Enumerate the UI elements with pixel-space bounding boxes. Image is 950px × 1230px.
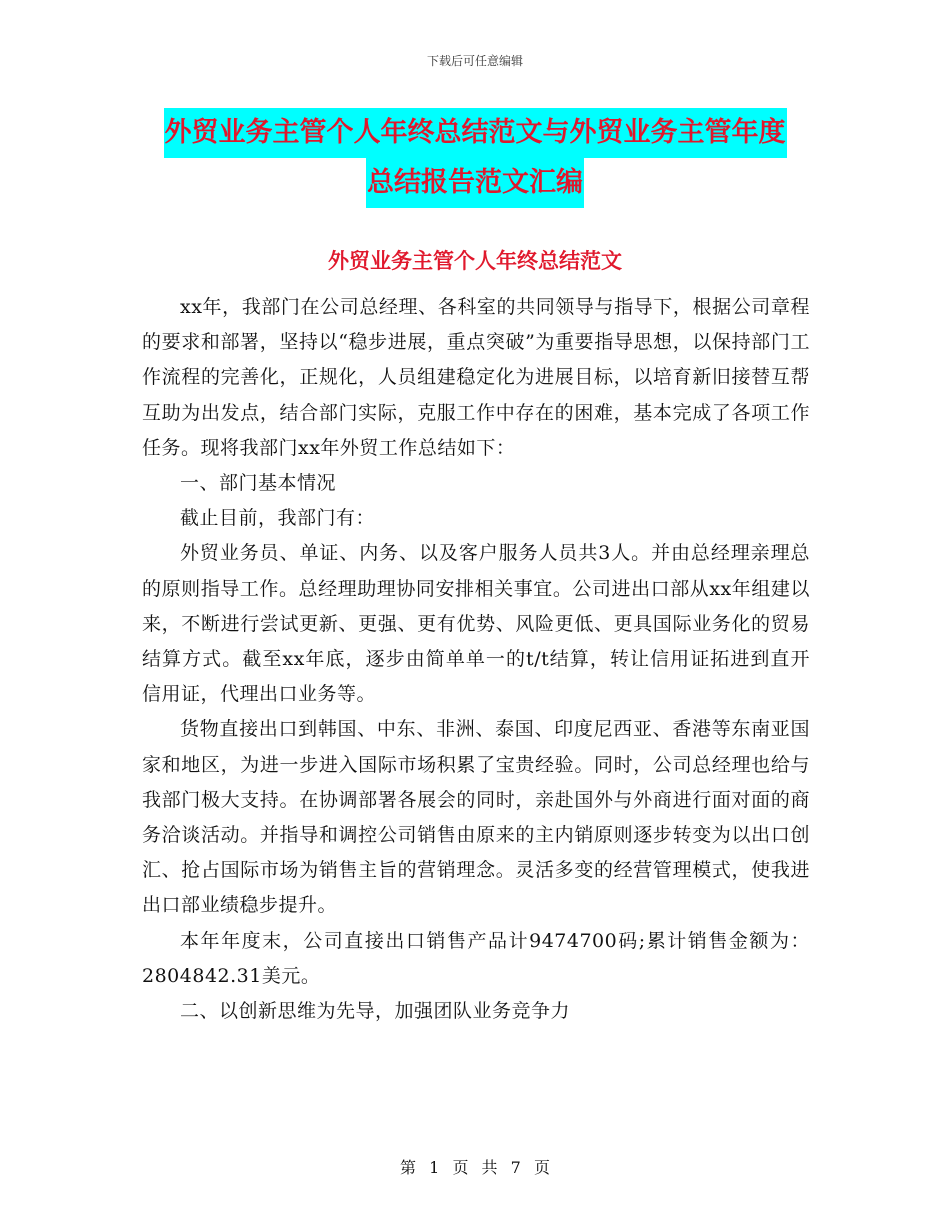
paragraph: 截止目前，我部门有：	[180, 507, 376, 530]
page-header-note: 下载后可任意编辑	[426, 54, 523, 68]
page-unit: 页	[452, 1158, 469, 1177]
total-label: 共	[481, 1158, 498, 1177]
page-number: 1	[429, 1158, 440, 1177]
section-title: 外贸业务主管个人年终总结范文	[328, 249, 622, 273]
page-label: 第	[400, 1158, 417, 1177]
paragraph: 货物直接出口到韩国、中东、非洲、泰国、印度尼西亚、香港等东南亚国家和地区，为进一步进入国际市场积累了宝贵经验。同时，公司总经理也给与我部门极大支持。在协调部署各展会的同时，亲赴国外与外商进行面对面的商务洽谈活动。并指导和调控公司销售由原来的主内销原则逐步转变为以出口创汇、抢占国际市场为销售主旨的营销理念。灵活多变的经营管理模式，使我进出口部业绩稳步提升。	[142, 718, 810, 917]
paragraph: 一、部门基本情况	[180, 472, 337, 495]
paragraph: xx年，我部门在公司总经理、各科室的共同领导与指导下，根据公司章程的要求和部署，坚持以“稳步进展，重点突破”为重要指导思想，以保持部门工作流程的完善化，正规化，人员组建稳定化为进展目标，以培育新旧接替互帮互助为出发点，结合部门实际，克服工作中存在的困难，基本完成了各项工作任务。现将我部门xx年外贸工作总结如下：	[142, 296, 810, 459]
document-title	[0, 108, 950, 208]
document-body	[142, 290, 810, 1029]
paragraph: 外贸业务员、单证、内务、以及客户服务人员共3人。并由总经理亲理总的原则指导工作。总经理助理协同安排相关事宜。公司进出口部从xx年组建以来，不断进行尝试更新、更强、更有优势、风险更低、更具国际业务化的贸易结算方式。截至xx年底，逐步由简单单一的t/t结算，转让信用证拓进到直开信用证，代理出口业务等。	[142, 542, 810, 706]
document-title-line-1: 外贸业务主管个人年终总结范文与外贸业务主管年度	[164, 108, 787, 158]
document-title-line-2: 总结报告范文汇编	[366, 158, 584, 208]
paragraph: 二、以创新思维为先导，加强团队业务竞争力	[180, 1000, 571, 1023]
paragraph: 本年年度末，公司直接出口销售产品计9474700码;累计销售金额为：2804842.31美元。	[142, 929, 810, 987]
page-footer	[0, 1155, 950, 1178]
total-unit: 页	[533, 1158, 550, 1177]
total-pages: 7	[510, 1158, 521, 1177]
